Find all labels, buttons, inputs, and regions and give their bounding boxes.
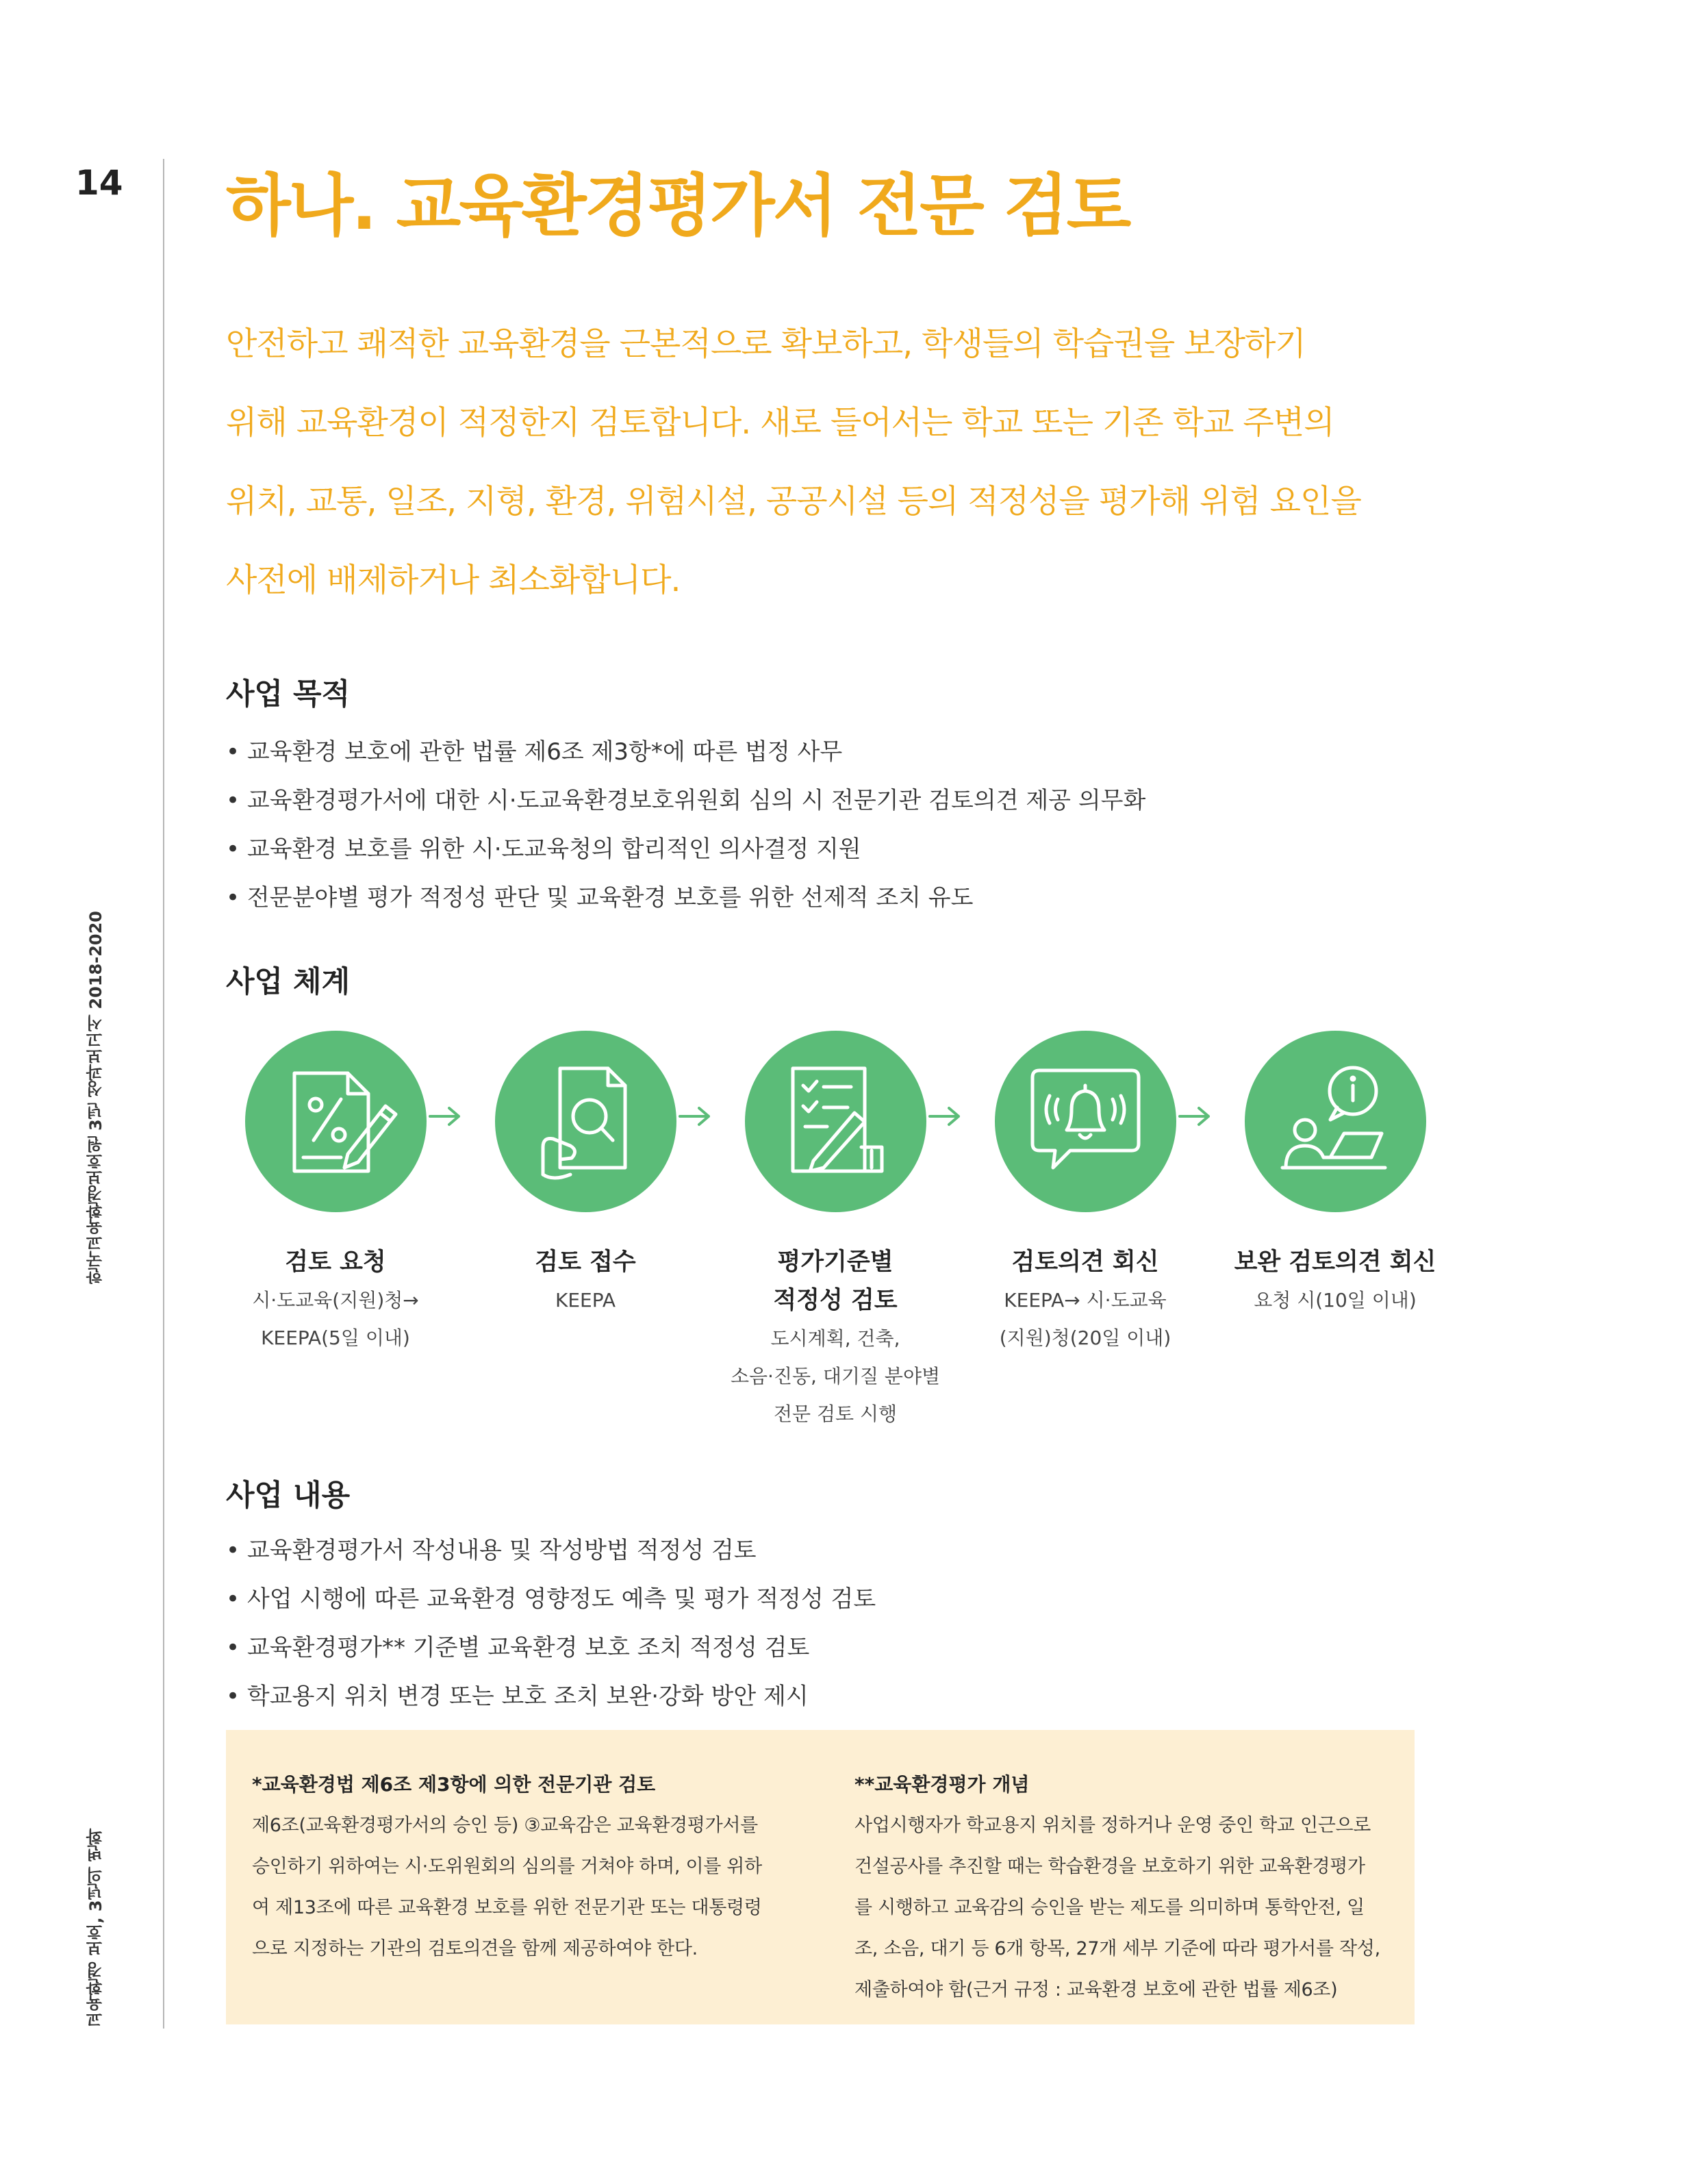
footnote-line: 조, 소음, 대기 등 6개 항목, 27개 세부 기준에 따라 평가서를 작성, (854, 1938, 1380, 1959)
process-flow (205, 1031, 1452, 1425)
side-subtitle: 교육환경 보호, 3년의 변화 (86, 1829, 105, 2028)
purpose-section (226, 671, 1145, 922)
content-item: • 교육환경평가** 기준별 교육환경 보호 조치 적정성 검토 (226, 1624, 876, 1672)
purpose-item: • 교육환경 보호에 관한 법률 제6조 제3항*에 따른 법정 사무 (226, 728, 1145, 777)
document-percent-pen-icon (245, 1031, 427, 1212)
process-step-request (205, 1031, 466, 1357)
process-step-reply (955, 1031, 1215, 1357)
divider-line (163, 159, 164, 2029)
checklist-pen-icon (745, 1031, 926, 1212)
footnote-title: *교육환경법 제6조 제3항에 의한 전문기관 검토 (252, 1773, 656, 1796)
intro-line: 위해 교육환경이 적정한지 검토합니다. 새로 들어서는 학교 또는 기존 학교 주변의 (226, 404, 1334, 442)
step-desc: (지원)청(20일 이내) (999, 1327, 1171, 1349)
footnote-line: 사업시행자가 학교용지 위치를 정하거나 운영 중인 학교 인근으로 (854, 1815, 1371, 1836)
step-desc: 소음·진동, 대기질 분야별 (730, 1365, 941, 1388)
step-circle (245, 1031, 427, 1212)
footnote-line: 여 제13조에 따른 교육환경 보호를 위한 전문기관 또는 대통령령 (252, 1897, 762, 1918)
intro-line: 안전하고 쾌적한 교육환경을 근본적으로 확보하고, 학생들의 학습권을 보장하기 (226, 325, 1306, 363)
step-circle (495, 1031, 676, 1212)
purpose-item: • 전문분야별 평가 적정성 판단 및 교육환경 보호를 위한 선제적 조치 유도 (226, 874, 1145, 922)
footnote-line: 건설공사를 추진할 때는 학습환경을 보호하기 위한 교육환경평가 (854, 1856, 1365, 1877)
page-number: 14 (75, 163, 123, 203)
step-desc: 시·도교육(지원)청→ (252, 1289, 419, 1311)
side-report-title: 한국교육환경보호원 3년 성과보고서 2018-2020 (86, 911, 105, 1285)
step-circle (1245, 1031, 1426, 1212)
step-desc: 전문 검토 시행 (773, 1403, 898, 1425)
footnote-line: 으로 지정하는 기관의 검토의견을 함께 제공하여야 한다. (252, 1938, 698, 1959)
bell-message-icon (995, 1031, 1176, 1212)
step-title: 검토의견 회신 (1011, 1248, 1159, 1276)
step-title: 보완 검토의견 회신 (1234, 1248, 1436, 1276)
system-section (226, 959, 350, 1001)
content-item: • 학교용지 위치 변경 또는 보호 조치 보완·강화 방안 제시 (226, 1672, 876, 1721)
intro-line: 사전에 배제하거나 최소화합니다. (226, 562, 681, 599)
step-title: 검토 접수 (535, 1248, 636, 1276)
intro-paragraph (226, 305, 1431, 620)
content-heading: 사업 내용 (226, 1479, 351, 1513)
step-title: 평가기준별 (777, 1248, 894, 1276)
content-item: • 교육환경평가서 작성내용 및 작성방법 적정성 검토 (226, 1527, 876, 1575)
footnote-title: **교육환경평가 개념 (854, 1773, 1030, 1796)
footnote-line: 승인하기 위하여는 시·도위원회의 심의를 거쳐야 하며, 이를 위하 (252, 1856, 762, 1877)
content-item: • 사업 시행에 따른 교육환경 영향정도 예측 및 평가 적정성 검토 (226, 1575, 876, 1624)
document-magnifier-icon (495, 1031, 676, 1212)
person-info-icon (1245, 1031, 1426, 1212)
step-circle (995, 1031, 1176, 1212)
step-desc: 도시계획, 건축, (770, 1327, 900, 1350)
footnote-box (226, 1730, 1415, 2024)
purpose-item: • 교육환경 보호를 위한 시·도교육청의 합리적인 의사결정 지원 (226, 825, 1145, 874)
content-section (226, 1472, 876, 1721)
system-heading: 사업 체계 (226, 965, 351, 999)
footnote-line: 제출하여야 함(근거 규정 : 교육환경 보호에 관한 법률 제6조) (854, 1979, 1338, 2000)
intro-line: 위치, 교통, 일조, 지형, 환경, 위험시설, 공공시설 등의 적정성을 평가해 위험 요인을 (226, 483, 1361, 520)
step-desc: KEEPA→ 시·도교육 (1004, 1289, 1167, 1311)
step-circle (745, 1031, 926, 1212)
page-title: 하나. 교육환경평가서 전문 검토 (226, 167, 1130, 245)
step-desc: KEEPA (555, 1289, 616, 1311)
footnote-concept (854, 1770, 1395, 2011)
purpose-item: • 교육환경평가서에 대한 시·도교육환경보호위원회 심의 시 전문기관 검토의견 제공 의무화 (226, 777, 1145, 825)
footnote-law (252, 1770, 800, 1970)
process-step-supplement (1205, 1031, 1465, 1319)
process-step-review (705, 1031, 965, 1433)
step-title: 적정성 검토 (773, 1287, 898, 1314)
purpose-heading: 사업 목적 (226, 677, 351, 712)
step-desc: KEEPA(5일 이내) (261, 1327, 410, 1349)
footnote-line: 제6조(교육환경평가서의 승인 등) ③교육감은 교육환경평가서를 (252, 1815, 758, 1836)
footnote-line: 를 시행하고 교육감의 승인을 받는 제도를 의미하며 통학안전, 일 (854, 1897, 1365, 1918)
step-desc: 요청 시(10일 이내) (1254, 1289, 1417, 1311)
process-step-receipt (455, 1031, 715, 1319)
step-title: 검토 요청 (285, 1248, 386, 1276)
